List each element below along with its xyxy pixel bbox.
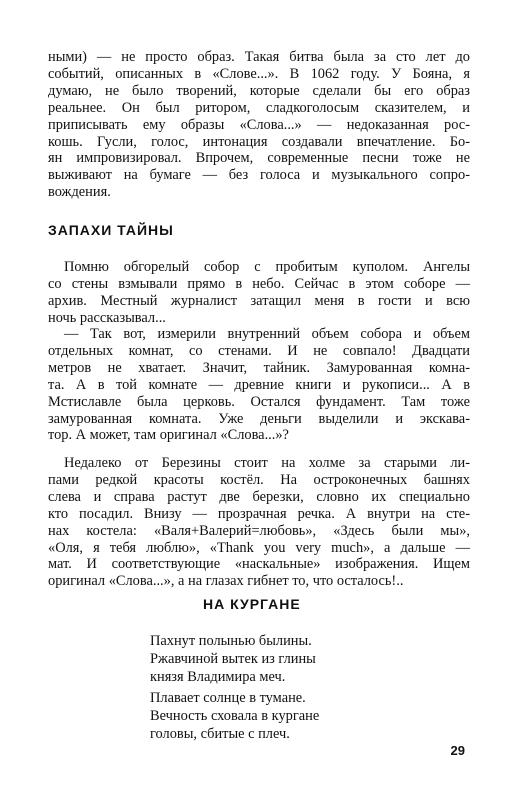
text-line: та. А в той комнате — древние книги и рукописи... А в: [48, 376, 470, 393]
text-line: событий, описанных в «Слове...». В 1062 году. У Бояна, я: [48, 65, 470, 82]
text-line: архив. Местный журналист затащил меня в гости и всю: [48, 292, 470, 309]
text-line: ночь рассказывал...: [48, 309, 166, 326]
poem-line: Ржавчиной вытек из глины: [150, 651, 316, 667]
text-line: оригинал «Слова...», а на глазах гибнет то, что осталось!..: [48, 573, 404, 590]
text-line: пами редкой красоты костёл. На остроконечных башнях: [48, 471, 470, 488]
poem-line: Пахнут полынью былины.: [150, 633, 312, 649]
paragraph-intro: [48, 49, 470, 201]
text-line: мат. И соответствующие «наскальные» изображения. Ищем: [48, 556, 470, 573]
text-line: кошь. Гусли, голос, интонация создавали впечатление. Бо-: [48, 133, 470, 150]
text-line: слева и справа растут две березки, словно их специально: [48, 488, 470, 505]
poem-stanza-2: [150, 689, 410, 743]
page-number: 29: [450, 743, 465, 758]
text-line: Мстиславле была церковь. Остался фундамент. Там тоже: [48, 393, 470, 410]
text-line: реальнее. Он был ритором, сладкоголосым сказителем, и: [48, 99, 470, 116]
section-heading-secrets: ЗАПАХИ ТАЙНЫ: [48, 222, 174, 238]
text-line: ными) — не просто образ. Такая битва была за сто лет до: [48, 49, 470, 65]
poem-line: головы, сбитые с плеч.: [150, 726, 290, 742]
poem-line: Вечность сховала в кургане: [150, 708, 320, 724]
text-line: выживают на бумаге — без голоса и музыкального сопро-: [48, 167, 470, 184]
text-line: метров не хватает. Значит, тайник. Замурованная комна-: [48, 359, 470, 376]
text-line: вождения.: [48, 184, 111, 201]
text-line: приписывать ему образы «Слова...» — недоказанная рос-: [48, 116, 470, 133]
text-line: думаю, не было творений, которые сделали бы его образ: [48, 82, 470, 99]
text-line: замурованная комната. Уже деньги выделили и экскава-: [48, 410, 470, 427]
poem-stanza-1: [150, 632, 410, 686]
paragraph-cathedral: [48, 259, 470, 327]
text-line: тор. А может, там оригинал «Слова...»?: [48, 427, 289, 444]
paragraph-dialogue: [48, 326, 470, 444]
paragraph-church: [48, 455, 470, 590]
text-line: Недалеко от Березины стоит на холме за старыми ли-: [64, 455, 470, 471]
text-line: отдельных комнат, со стенами. И не совпало! Двадцати: [48, 342, 470, 359]
text-line: кто посадил. Внизу — прозрачная речка. А внутри на сте-: [48, 505, 470, 522]
text-line: Помню обгорелый собор с пробитым куполом. Ангелы: [64, 259, 470, 275]
text-line: ян импровизировал. Впрочем, современные песни тоже не: [48, 150, 470, 167]
text-line: со стены взмывали прямо в небо. Сейчас в этом соборе —: [48, 275, 470, 292]
poem-line: Плавает солнце в тумане.: [150, 690, 306, 706]
text-line: «Оля, я тебя люблю», «Thank you very much», а дальше —: [48, 539, 470, 556]
text-line: — Так вот, измерили внутренний объем собора и объем: [64, 326, 470, 342]
text-line: нах костела: «Валя+Валерий=любовь», «Здесь были мы»,: [48, 522, 470, 539]
section-heading-kurgan: НА КУРГАНЕ: [203, 596, 301, 612]
poem-line: князя Владимира меч.: [150, 669, 286, 685]
